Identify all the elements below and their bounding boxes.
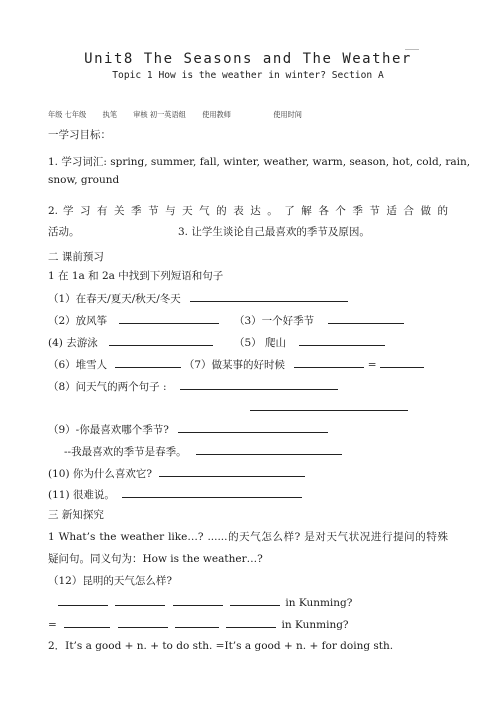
q6-label: （6）堆雪人 xyxy=(48,359,108,371)
goal3: 3. 让学生谈论自己最喜欢的季节及原因。 xyxy=(178,226,370,238)
q11-answer-blank[interactable] xyxy=(122,487,302,498)
q8-answer-blank-2[interactable] xyxy=(250,400,408,411)
q12-blank-1b[interactable] xyxy=(115,595,165,606)
meta-teacher: 使用教师 xyxy=(202,110,231,119)
q7-equals: = xyxy=(367,359,377,371)
q5-answer-blank[interactable] xyxy=(299,335,385,346)
q12-blank-2d[interactable] xyxy=(226,617,276,628)
q4-label: (4) 去游泳 xyxy=(48,337,98,349)
q9-row xyxy=(48,422,328,437)
section1-heading: 一学习目标： xyxy=(48,129,111,141)
q5-row xyxy=(234,335,385,350)
q2-row xyxy=(48,313,219,328)
q12-answer-row-2 xyxy=(48,617,349,632)
meta-grade: 年级 七年级 xyxy=(48,110,87,119)
q3-label: （3）一个好季节 xyxy=(234,315,315,327)
q10-label: (10) 你为什么喜欢它? xyxy=(48,468,153,480)
goal1-line1: 1. 学习词汇: spring, summer, fall, winter, weather, warm, season, hot, cold, rain, xyxy=(48,156,471,168)
q3-row xyxy=(234,313,404,328)
goal2-line1: 2. 学 习 有 关 季 节 与 天 气 的 表 达 。 了 解 各 个 季 节 适 合 做 的 xyxy=(48,205,448,217)
q1-label: （1）在春天/夏天/秋天/冬天 xyxy=(48,293,181,305)
q11-row xyxy=(48,487,302,502)
meta-author: 执笔 xyxy=(102,110,117,119)
page-title: Unit8 The Seasons and The Weather xyxy=(84,51,412,67)
q8-row-2 xyxy=(250,400,408,415)
q9b-answer-blank[interactable] xyxy=(196,444,342,455)
section3-heading: 三 新知探究 xyxy=(48,509,104,521)
q12-blank-2b[interactable] xyxy=(118,617,168,628)
q10-answer-blank[interactable] xyxy=(159,466,305,477)
q11-label: (11) 很难说。 xyxy=(48,489,115,501)
q1-answer-blank[interactable] xyxy=(190,291,348,302)
goal2-line2a: 活动。 xyxy=(48,226,80,238)
q5-label: （5） 爬山 xyxy=(234,337,287,349)
q12-blank-1d[interactable] xyxy=(230,595,280,606)
q10-row xyxy=(48,466,305,481)
q2-answer-blank[interactable] xyxy=(119,313,219,324)
meta-review: 审核 初一英语组 xyxy=(133,110,186,119)
q12-equals: = xyxy=(48,619,57,631)
q6-q7-row xyxy=(48,357,424,372)
q8-row xyxy=(48,379,338,394)
q7-answer-blank-2[interactable] xyxy=(380,357,424,368)
title-rule xyxy=(405,49,419,50)
q8-answer-blank-1[interactable] xyxy=(180,379,338,390)
point1-line2: 疑问句。同义句为：How is the weather…? xyxy=(48,553,263,565)
q1-row xyxy=(48,291,348,306)
q6-answer-blank[interactable] xyxy=(115,357,181,368)
q9-label: （9）-你最喜欢哪个季节? xyxy=(48,424,169,436)
q12-label: （12）昆明的天气怎么样? xyxy=(48,575,172,587)
q3-answer-blank[interactable] xyxy=(328,313,404,324)
q4-answer-blank[interactable] xyxy=(109,335,213,346)
q9b-label: --我最喜欢的季节是春季。 xyxy=(64,446,187,458)
q9-answer-blank[interactable] xyxy=(178,422,328,433)
q12-answer-row-1 xyxy=(58,595,352,610)
q9b-row xyxy=(64,444,342,459)
q12-blank-2a[interactable] xyxy=(64,617,110,628)
meta-time: 使用时间 xyxy=(273,110,302,119)
q12-suffix-1: in Kunming? xyxy=(285,597,353,609)
point1-line1: 1 What’s the weather like…? ......的天气怎么样? 是对天气状况进行提问的特殊 xyxy=(48,531,448,543)
q2-label: （2）放风筝 xyxy=(48,315,108,327)
section2-heading: 二 课前预习 xyxy=(48,251,104,263)
q12-suffix-2: in Kunming? xyxy=(281,619,349,631)
preview-intro: 1 在 1a 和 2a 中找到下列短语和句子 xyxy=(48,270,224,282)
q4-row xyxy=(48,335,213,350)
q8-label: （8）问天气的两个句子 : xyxy=(48,381,167,393)
q12-blank-2c[interactable] xyxy=(175,617,219,628)
q12-blank-1a[interactable] xyxy=(58,595,108,606)
goal1-line2: snow, ground xyxy=(48,174,120,186)
q7-label: （7）做某事的好时候 xyxy=(183,359,286,371)
q12-blank-1c[interactable] xyxy=(173,595,223,606)
q7-answer-blank-1[interactable] xyxy=(294,357,364,368)
point2-line: 2．It’s a good + n. + to do sth. =It’s a good + n. + for doing sth. xyxy=(48,640,394,652)
meta-row xyxy=(48,110,316,120)
page-subtitle: Topic 1 How is the weather in winter? Section A xyxy=(112,70,384,81)
